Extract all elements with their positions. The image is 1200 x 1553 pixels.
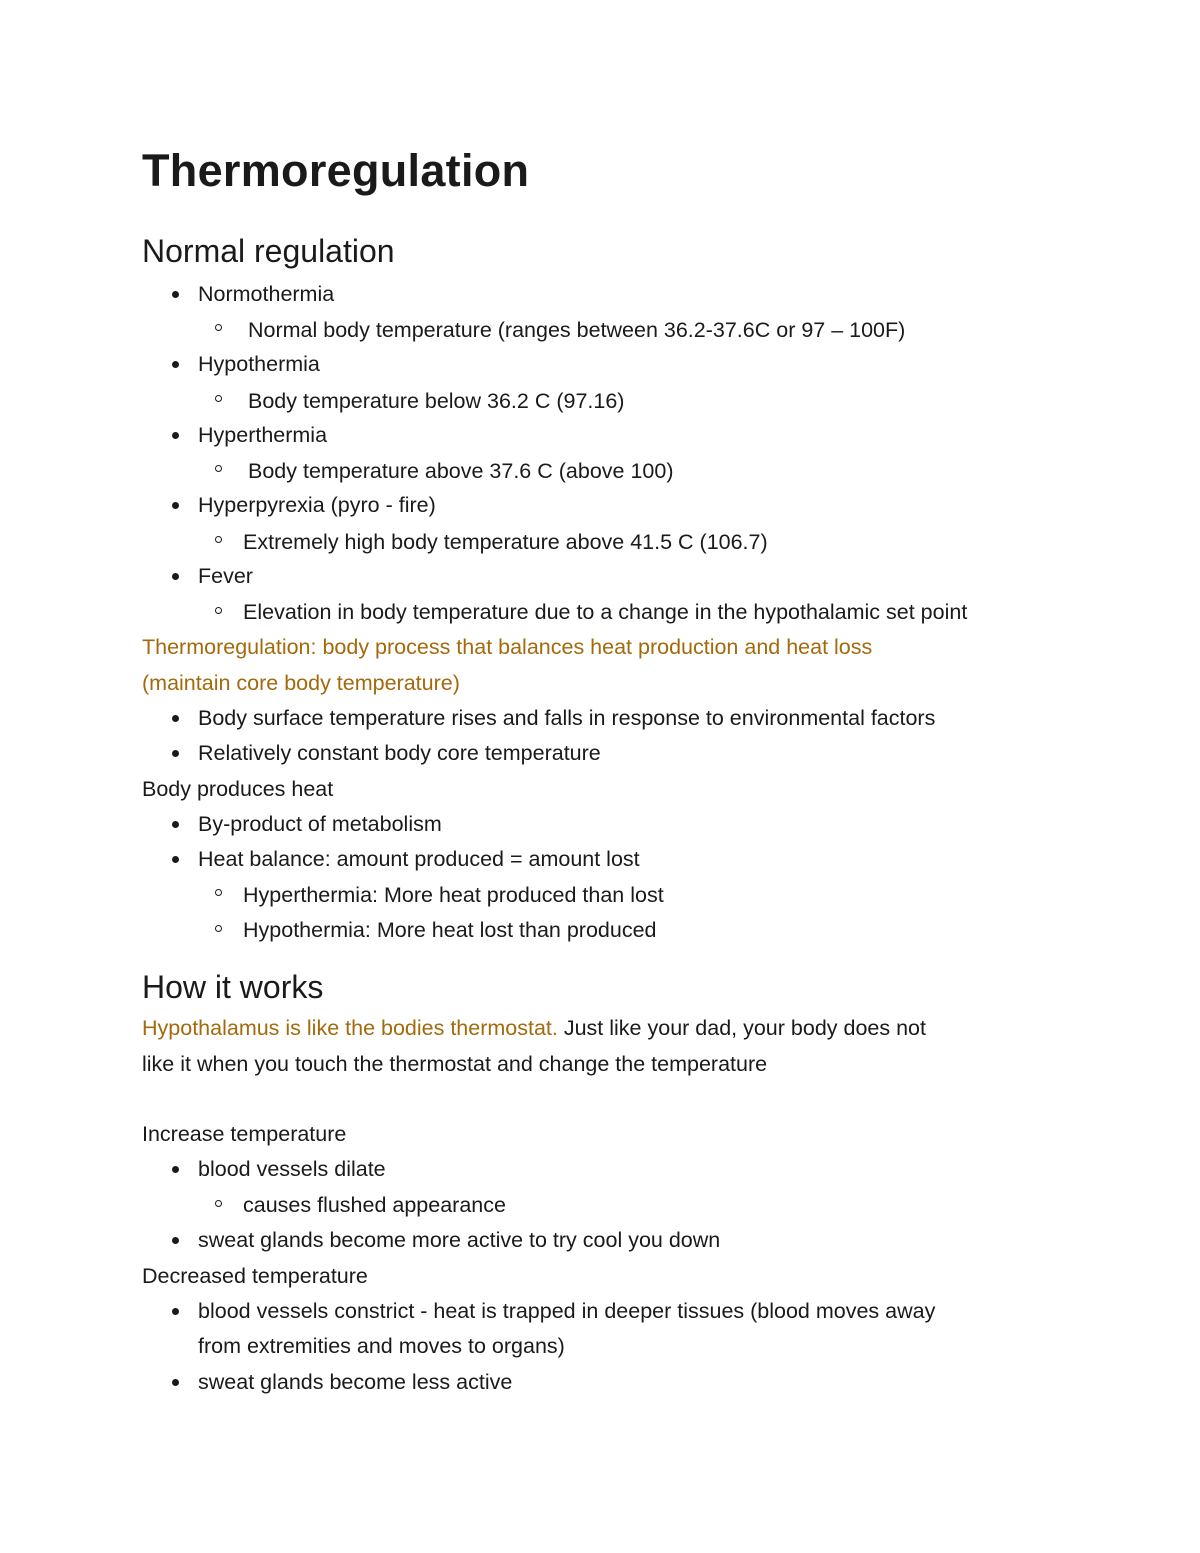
sub-list-item: Body temperature below 36.2 C (97.16) [248,389,625,413]
sub-list-item: Body temperature above 37.6 C (above 100) [248,459,674,483]
sub-bullet-icon [215,465,222,472]
list-item: Hypothermia [198,352,320,376]
list-item: By-product of metabolism [198,812,442,836]
section-heading-how-it-works: How it works [142,969,324,1005]
sub-list-item: Elevation in body temperature due to a change in the hypothalamic set point [243,600,968,624]
intro-text: Just like your dad, your body does not [557,1016,926,1040]
list-item: blood vessels dilate [198,1157,386,1181]
bullet-icon [172,821,179,828]
bullet-icon [172,432,179,439]
list-item: Fever [198,564,253,588]
intro-paragraph [142,1014,926,1042]
sub-bullet-icon [215,1200,222,1207]
list-item: Relatively constant body core temperature [198,741,601,765]
bullet-icon [172,1166,179,1173]
bullet-icon [172,856,179,863]
list-item: Heat balance: amount produced = amount lost [198,847,640,871]
bullet-icon [172,361,179,368]
definition-text-continued: (maintain core body temperature) [142,671,460,695]
page-title: Thermoregulation [142,145,530,196]
sub-bullet-icon [215,536,222,543]
intro-paragraph-continued: like it when you touch the thermostat and change the temperature [142,1052,768,1076]
subheading-text: Decreased temperature [142,1264,368,1288]
sub-list-item: Hyperthermia: More heat produced than lost [243,883,664,907]
section-heading-normal-regulation: Normal regulation [142,233,395,269]
list-item: Normothermia [198,282,335,306]
list-item: Body surface temperature rises and falls in response to environmental factors [198,706,936,730]
bullet-icon [172,750,179,757]
subheading-text: Body produces heat [142,777,334,801]
sub-bullet-icon [215,889,222,896]
bullet-icon [172,291,179,298]
list-item: Hyperpyrexia (pyro - fire) [198,493,436,517]
sub-list-item: Extremely high body temperature above 41.5 C (106.7) [243,530,768,554]
list-item: sweat glands become more active to try cool you down [198,1228,721,1252]
bullet-icon [172,573,179,580]
list-item: blood vessels constrict - heat is trapped in deeper tissues (blood moves away [198,1299,936,1323]
sub-list-item: causes flushed appearance [243,1193,506,1217]
bullet-icon [172,502,179,509]
bullet-icon [172,715,179,722]
list-item-continued: from extremities and moves to organs) [198,1334,565,1358]
sub-list-item: Hypothermia: More heat lost than produced [243,918,657,942]
definition-text: Thermoregulation: body process that balances heat production and heat loss [142,635,873,659]
sub-bullet-icon [215,607,222,614]
subheading-text: Increase temperature [142,1122,347,1146]
bullet-icon [172,1379,179,1386]
sub-bullet-icon [215,395,222,402]
intro-highlight: Hypothalamus is like the bodies thermostat. [142,1016,558,1040]
bullet-icon [172,1237,179,1244]
list-item: sweat glands become less active [198,1370,513,1394]
list-item: Hyperthermia [198,423,328,447]
sub-bullet-icon [215,925,222,932]
sub-bullet-icon [215,324,222,331]
bullet-icon [172,1308,179,1315]
sub-list-item: Normal body temperature (ranges between 36.2-37.6C or 97 – 100F) [248,318,906,342]
